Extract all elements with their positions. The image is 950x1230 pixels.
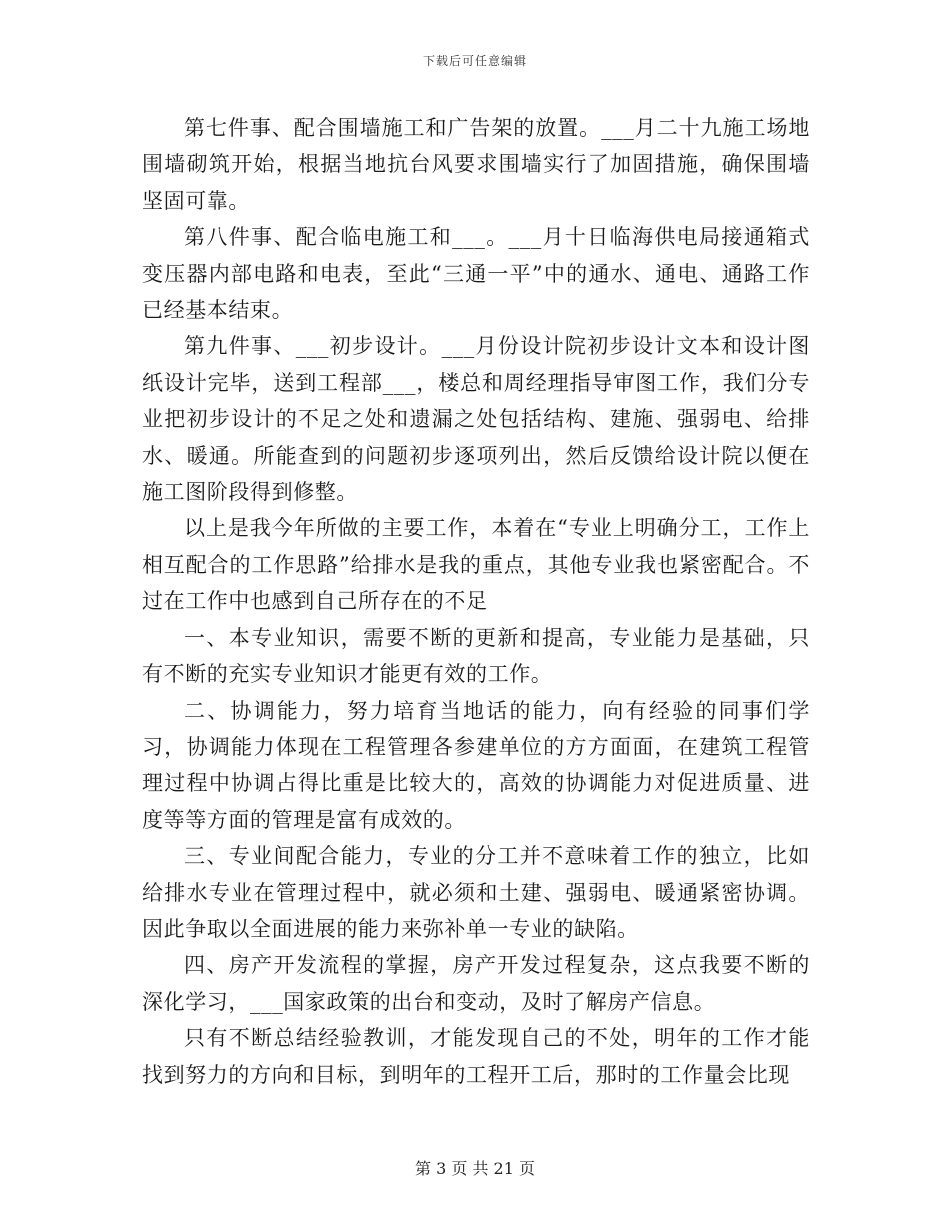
document-body — [142, 110, 810, 1093]
paragraph-shortcoming-1: 一、本专业知识，需要不断的更新和提高，专业能力是基础，只有不断的充实专业知识才能更有效的工作。 — [142, 625, 810, 687]
page-header: 下载后可任意编辑 — [422, 54, 527, 68]
paragraph-7th-item: 第七件事、配合围墙施工和广告架的放置。___月二十九施工场地围墙砌筑开始，根据当地抗台风要求围墙实行了加固措施，确保围墙坚固可靠。 — [142, 116, 810, 213]
paragraph-shortcoming-2: 二、协调能力，努力培育当地话的能力，向有经验的同事们学习，协调能力体现在工程管理各参建单位的方方面面，在建筑工程管理过程中协调占得比重是比较大的，高效的协调能力对促进质量、进度等等方面的管理是富有成效的。 — [142, 698, 810, 832]
paragraph-8th-item: 第八件事、配合临电施工和___。___月十日临海供电局接通箱式变压器内部电路和电表，至此“三通一平”中的通水、通电、通路工作已经基本结束。 — [142, 225, 810, 323]
paragraph-summary: 以上是我今年所做的主要工作，本着在“专业上明确分工，工作上相互配合的工作思路”给排水是我的重点，其他专业我也紧密配合。不过在工作中也感到自己所存在的不足 — [142, 516, 810, 614]
paragraph-conclusion: 只有不断总结经验教训，才能发现自己的不处，明年的工作才能找到努力的方向和目标，到明年的工程开工后，那时的工作量会比现 — [142, 1026, 810, 1087]
paragraph-9th-item: 第九件事、___初步设计。___月份设计院初步设计文本和设计图纸设计完毕，送到工程部___，楼总和周经理指导审图工作，我们分专业把初步设计的不足之处和遗漏之处包括结构、建施、强弱电、给排水、暖通。所能查到的问题初步逐项列出，然后反馈给设计院以便在施工图阶段得到修整。 — [142, 334, 810, 505]
paragraph-shortcoming-4: 四、房产开发流程的掌握，房产开发过程复杂，这点我要不断的深化学习，___国家政策的出台和变动，及时了解房产信息。 — [142, 953, 810, 1014]
paragraph-shortcoming-3: 三、专业间配合能力，专业的分工并不意味着工作的独立，比如给排水专业在管理过程中，就必须和土建、强弱电、暖通紧密协调。因此争取以全面进展的能力来弥补单一专业的缺陷。 — [142, 844, 810, 941]
page-number: 第 3 页 共 21 页 — [415, 1159, 535, 1178]
